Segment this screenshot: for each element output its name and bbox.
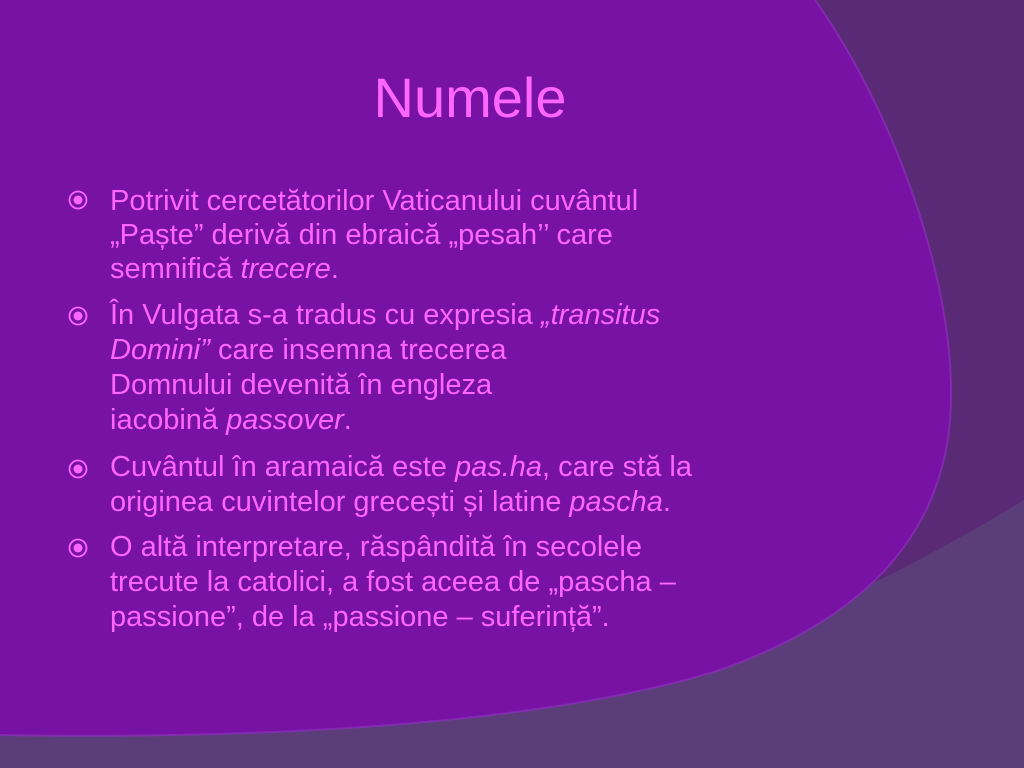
bullet-4-line-1: O altă interpretare, răspândită în secolele	[110, 531, 642, 563]
bullet-4-line-3: passione”, de la „passione – suferință”.	[110, 601, 610, 633]
bullet-2-line-4: iacobină passover.	[110, 404, 352, 436]
bullet-4-line-2: trecute la catolici, a fost aceea de „pascha –	[110, 566, 676, 598]
bullet-3-line-2: originea cuvintelor grecești și latine pascha.	[110, 486, 671, 518]
circled-dot-icon	[66, 536, 90, 560]
bullet-2-line-3: Domnului devenită în engleza	[110, 369, 493, 401]
circled-dot-icon	[66, 188, 90, 212]
bullet-1-line-1: Potrivit cercetătorilor Vaticanului cuvântul	[110, 185, 639, 217]
bullet-1-line-3: semnifică trecere.	[110, 253, 339, 285]
slide-title: Numele	[373, 66, 567, 129]
bullet-2-line-2: Domini” care insemna trecerea	[110, 334, 507, 366]
circled-dot-icon	[66, 304, 90, 328]
circled-dot-icon	[66, 457, 90, 481]
bullet-3-line-1: Cuvântul în aramaică este pas.ha, care stă la	[110, 451, 692, 483]
bullet-1-line-2: „Paște” derivă din ebraică „pesah’’ care	[110, 219, 613, 251]
bullet-2-line-1: În Vulgata s-a tradus cu expresia „transitus	[110, 299, 661, 331]
